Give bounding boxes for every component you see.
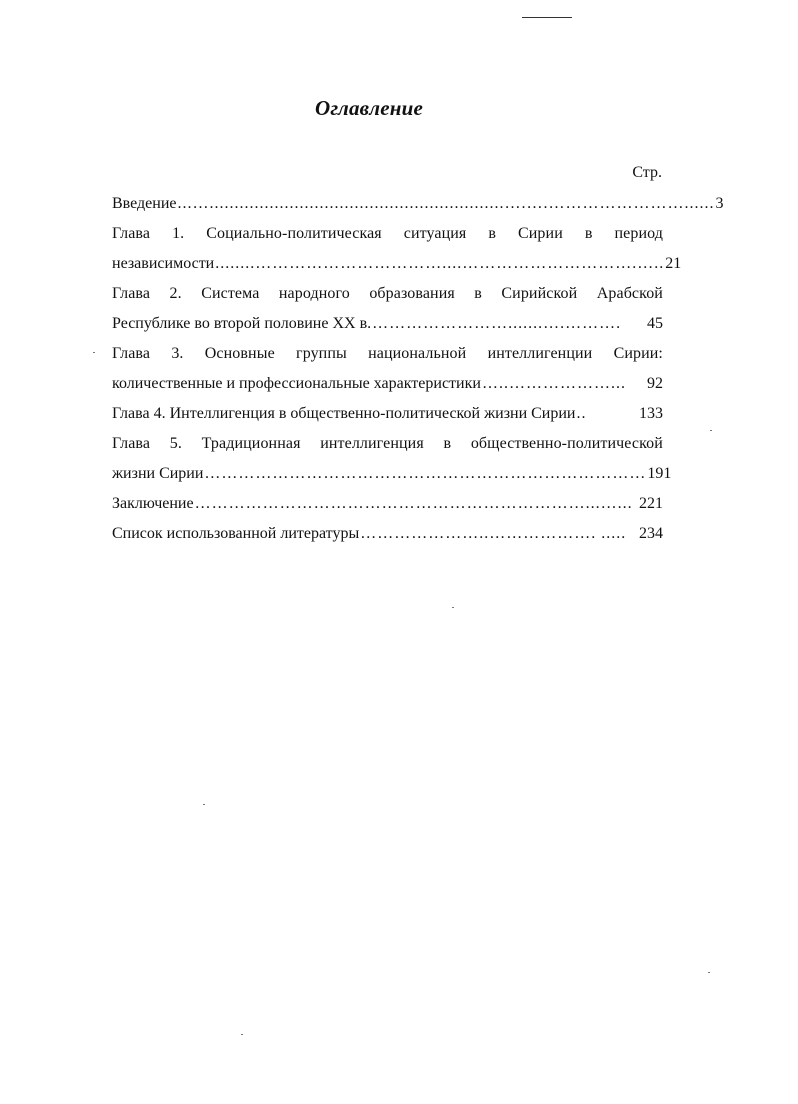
toc-word: общественно-политической xyxy=(470,435,663,452)
toc-word: Сирии xyxy=(518,225,563,242)
toc-entry-text: Список использованной литературы xyxy=(112,525,360,542)
toc-word: интеллигенция xyxy=(320,435,424,452)
toc-entry-leader-line xyxy=(112,464,672,484)
toc-entry-text: независимости xyxy=(112,255,215,272)
toc-word: 3. xyxy=(171,345,184,362)
toc-entry xyxy=(112,224,682,274)
toc-entry-first-line xyxy=(112,344,663,364)
toc-entry-leader-line xyxy=(112,494,663,514)
table-of-contents xyxy=(112,194,724,554)
scan-speck xyxy=(708,972,710,973)
toc-entry xyxy=(112,404,663,424)
toc-word: 5. xyxy=(169,435,182,452)
toc-entry-text: жизни Сирии xyxy=(112,465,204,482)
toc-entry-leader-line xyxy=(112,524,663,544)
toc-word: Традиционная xyxy=(201,435,301,452)
toc-word: в xyxy=(443,435,452,452)
toc-entry xyxy=(112,434,672,484)
toc-word: Глава xyxy=(112,345,151,362)
toc-entry xyxy=(112,344,663,394)
toc-word: ситуация xyxy=(403,225,467,242)
scan-speck xyxy=(241,1034,243,1035)
toc-dot-leader: ...…...........................................................….….……………………...... xyxy=(177,195,715,212)
toc-entry-first-line xyxy=(112,284,663,304)
toc-word: Система xyxy=(201,285,260,302)
toc-word: период xyxy=(614,225,663,242)
page-column-label: Стр. xyxy=(632,164,662,181)
toc-word: Глава xyxy=(112,225,151,242)
page-title: Оглавление xyxy=(314,96,424,120)
toc-page-number: 92 xyxy=(647,375,663,392)
toc-word: интеллигенции xyxy=(487,345,593,362)
toc-entry-text: Введение xyxy=(112,195,177,212)
toc-word: в xyxy=(488,225,497,242)
toc-page-number: 191 xyxy=(647,465,672,482)
toc-entry-first-line xyxy=(112,434,663,454)
toc-word: Сирийской xyxy=(501,285,578,302)
toc-entry xyxy=(112,284,663,334)
toc-entry-text: Заключение xyxy=(112,495,194,512)
toc-dot-leader: …………………….......….………. xyxy=(372,315,622,332)
toc-page-number: 221 xyxy=(639,495,663,512)
top-rule-mark xyxy=(522,17,572,18)
toc-entry xyxy=(112,194,724,214)
toc-entry-leader-line xyxy=(112,374,663,394)
scan-speck xyxy=(93,352,95,353)
toc-word: национальной xyxy=(368,345,467,362)
toc-dot-leader: .. xyxy=(576,405,587,422)
toc-entry-text: Республике во второй половине XX в. xyxy=(112,315,372,332)
toc-dot-leader: ........……………………………....………………………….….. xyxy=(215,255,665,272)
toc-page-number: 133 xyxy=(639,405,663,422)
toc-word: Арабской xyxy=(596,285,663,302)
toc-page-number: 234 xyxy=(639,525,663,542)
toc-word: группы xyxy=(296,345,347,362)
toc-entry-text: Глава 4. Интеллигенция в общественно-политической жизни Сирии xyxy=(112,405,576,422)
toc-entry xyxy=(112,494,663,514)
toc-word: образования xyxy=(369,285,455,302)
toc-entry-leader-line xyxy=(112,404,663,424)
toc-dot-leader: ……………………………………………………………...…... xyxy=(194,495,633,512)
toc-word: в xyxy=(584,225,593,242)
toc-entry-text: количественные и профессиональные характеристики xyxy=(112,375,481,392)
toc-page-number: 3 xyxy=(715,195,724,212)
toc-entry-leader-line xyxy=(112,314,663,334)
toc-word: в xyxy=(474,285,482,302)
toc-word: Глава xyxy=(112,435,151,452)
toc-entry xyxy=(112,524,663,544)
toc-dot-leader: …………………..………………. ..... xyxy=(360,525,627,542)
toc-page-number: 21 xyxy=(665,255,682,272)
toc-entry-leader-line xyxy=(112,254,682,274)
scan-speck xyxy=(710,430,712,431)
toc-page-number: 45 xyxy=(647,315,663,332)
toc-word: Глава xyxy=(112,285,151,302)
toc-word: народного xyxy=(278,285,350,302)
toc-word: Основные xyxy=(204,345,275,362)
toc-entry-first-line xyxy=(112,224,663,244)
toc-dot-leader: …………………………………………………………………… xyxy=(204,465,647,482)
toc-dot-leader: …..………………... xyxy=(481,375,626,392)
toc-word: Социально-политическая xyxy=(206,225,382,242)
toc-word: 1. xyxy=(172,225,185,242)
scan-speck xyxy=(203,804,205,805)
scan-speck xyxy=(452,607,454,608)
toc-word: 2. xyxy=(169,285,182,302)
toc-entry-leader-line xyxy=(112,194,724,214)
toc-word: Сирии: xyxy=(613,345,663,362)
